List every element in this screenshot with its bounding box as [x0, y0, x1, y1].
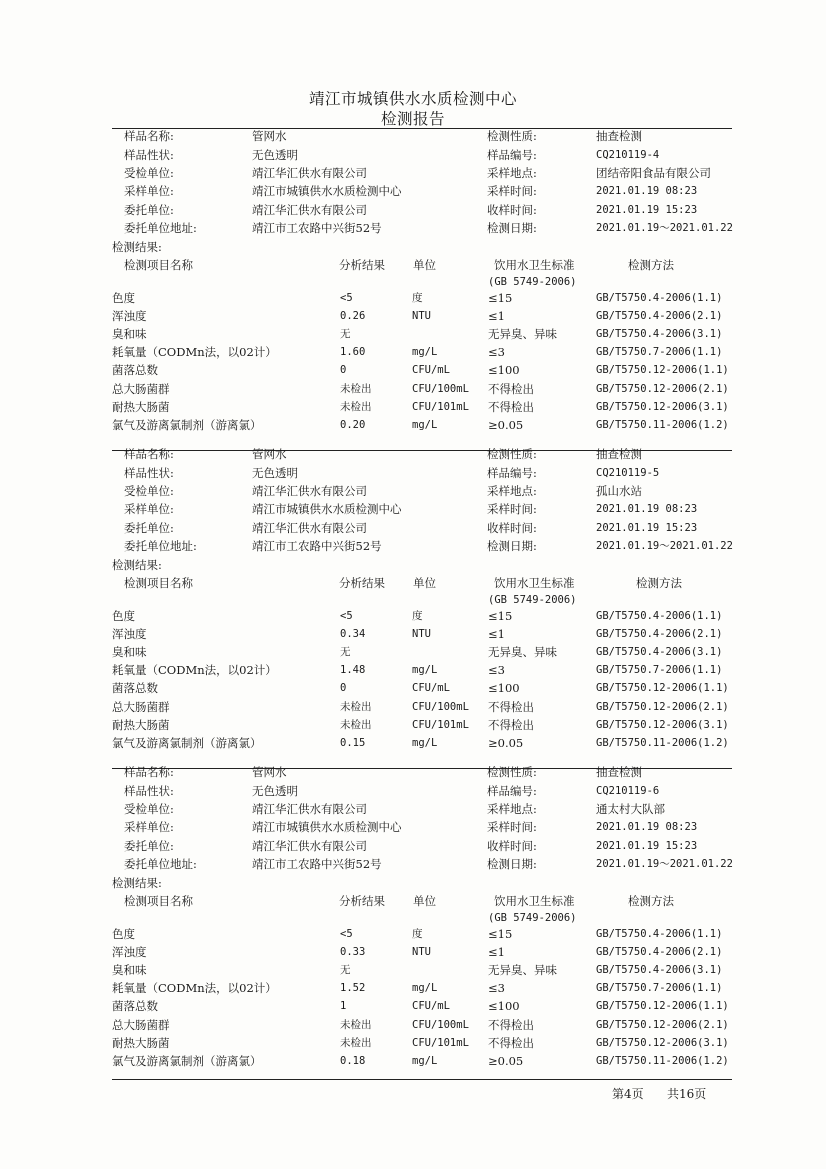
cell-item: 浑浊度	[112, 945, 147, 959]
value-receive-time: 2021.01.19 15:23	[596, 204, 698, 216]
cell-result: 0.18	[340, 1055, 366, 1067]
value-receive-time: 2021.01.19 15:23	[596, 522, 698, 534]
label-sampling-site: 采样地点:	[487, 166, 537, 180]
cell-standard: ≤1	[488, 945, 505, 959]
cell-item: 耐热大肠菌	[112, 1036, 170, 1050]
cell-unit: NTU	[412, 946, 431, 958]
col-header-standard-code: (GB 5749-2006)	[488, 276, 577, 288]
col-header-item: 检测项目名称	[124, 258, 193, 272]
label-inspected-unit: 受检单位:	[124, 166, 174, 180]
cell-method: GB/T5750.12-2006(2.1)	[596, 701, 729, 713]
cell-standard: ≤1	[488, 309, 505, 323]
cell-result: 未检出	[340, 1019, 372, 1031]
value-sample-state: 无色透明	[252, 466, 298, 480]
cell-method: GB/T5750.4-2006(3.1)	[596, 646, 723, 658]
col-header-result: 分析结果	[339, 258, 385, 272]
value-sampling-site: 通太村大队部	[596, 802, 665, 816]
cell-standard: 不得检出	[488, 718, 534, 732]
label-entrust-address: 委托单位地址:	[124, 857, 197, 871]
cell-result: 1.52	[340, 982, 366, 994]
cell-standard: ≤1	[488, 627, 505, 641]
col-header-standard-code: (GB 5749-2006)	[488, 594, 577, 606]
cell-unit: mg/L	[412, 664, 438, 676]
cell-standard: 无异臭、异味	[488, 645, 557, 659]
label-sampling-time: 采样时间:	[487, 502, 537, 516]
cell-method: GB/T5750.12-2006(3.1)	[596, 719, 729, 731]
value-sample-no: CQ210119-5	[596, 467, 660, 479]
cell-item: 总大肠菌群	[112, 1018, 170, 1032]
value-sample-no: CQ210119-6	[596, 785, 660, 797]
cell-item: 臭和味	[112, 327, 147, 341]
cell-result: 1.48	[340, 664, 366, 676]
cell-unit: CFU/100mL	[412, 701, 469, 713]
cell-method: GB/T5750.11-2006(1.2)	[596, 1055, 729, 1067]
label-sampling-unit: 采样单位:	[124, 820, 174, 834]
value-entrust-address: 靖江市工农路中兴街52号	[252, 857, 382, 871]
label-test-nature: 检测性质:	[487, 765, 537, 779]
col-header-method: 检测方法	[628, 894, 674, 908]
cell-standard: 无异臭、异味	[488, 327, 557, 341]
cell-method: GB/T5750.11-2006(1.2)	[596, 419, 729, 431]
cell-unit: CFU/mL	[412, 1000, 450, 1012]
cell-method: GB/T5750.7-2006(1.1)	[596, 346, 723, 358]
label-sample-no: 样品编号:	[487, 784, 537, 798]
label-entrust-unit: 委托单位:	[124, 839, 174, 853]
cell-item: 氯气及游离氯制剂（游离氯）	[112, 1054, 262, 1068]
cell-unit: mg/L	[412, 419, 438, 431]
cell-result: 未检出	[340, 1037, 372, 1049]
cell-item: 菌落总数	[112, 681, 158, 695]
cell-item: 浑浊度	[112, 627, 147, 641]
results-label: 检测结果:	[112, 240, 162, 254]
value-sampling-time: 2021.01.19 08:23	[596, 503, 698, 515]
cell-result: 0.33	[340, 946, 366, 958]
cell-item: 菌落总数	[112, 999, 158, 1013]
cell-result: 0	[340, 682, 347, 694]
value-entrust-address: 靖江市工农路中兴街52号	[252, 221, 382, 235]
cell-item: 总大肠菌群	[112, 382, 170, 396]
cell-unit: CFU/mL	[412, 364, 450, 376]
col-header-item: 检测项目名称	[124, 576, 193, 590]
cell-standard: ≤3	[488, 663, 505, 677]
cell-item: 耐热大肠菌	[112, 400, 170, 414]
value-sampling-time: 2021.01.19 08:23	[596, 821, 698, 833]
label-test-date: 检测日期:	[487, 539, 537, 553]
cell-method: GB/T5750.4-2006(2.1)	[596, 946, 723, 958]
cell-method: GB/T5750.12-2006(3.1)	[596, 1037, 729, 1049]
value-receive-time: 2021.01.19 15:23	[596, 840, 698, 852]
label-sample-no: 样品编号:	[487, 466, 537, 480]
cell-standard: ≤100	[488, 681, 520, 695]
cell-item: 臭和味	[112, 645, 147, 659]
cell-unit: 度	[412, 928, 423, 940]
value-entrust-unit: 靖江华汇供水有限公司	[252, 521, 367, 535]
cell-unit: CFU/101mL	[412, 401, 469, 413]
cell-result: 未检出	[340, 701, 372, 713]
label-test-date: 检测日期:	[487, 857, 537, 871]
col-header-result: 分析结果	[339, 576, 385, 590]
label-sample-state: 样品性状:	[124, 148, 174, 162]
cell-item: 浑浊度	[112, 309, 147, 323]
label-sample-name: 样品名称:	[124, 129, 174, 143]
cell-method: GB/T5750.7-2006(1.1)	[596, 664, 723, 676]
label-receive-time: 收样时间:	[487, 839, 537, 853]
value-entrust-unit: 靖江华汇供水有限公司	[252, 203, 367, 217]
label-sampling-time: 采样时间:	[487, 820, 537, 834]
col-header-unit: 单位	[413, 894, 436, 908]
value-test-nature: 抽查检测	[596, 765, 642, 779]
cell-method: GB/T5750.4-2006(3.1)	[596, 964, 723, 976]
divider-line	[112, 1079, 732, 1080]
cell-method: GB/T5750.4-2006(1.1)	[596, 928, 723, 940]
label-entrust-address: 委托单位地址:	[124, 539, 197, 553]
cell-standard: ≤100	[488, 999, 520, 1013]
page-total: 共16页	[667, 1087, 707, 1101]
cell-standard: 不得检出	[488, 400, 534, 414]
cell-method: GB/T5750.4-2006(3.1)	[596, 328, 723, 340]
label-sample-state: 样品性状:	[124, 784, 174, 798]
col-header-standard: 饮用水卫生标准	[494, 258, 575, 272]
label-sample-no: 样品编号:	[487, 148, 537, 162]
cell-standard: 不得检出	[488, 1018, 534, 1032]
cell-result: 0.26	[340, 310, 366, 322]
cell-result: <5	[340, 928, 353, 940]
col-header-unit: 单位	[413, 576, 436, 590]
cell-standard: ≤15	[488, 291, 513, 305]
cell-unit: CFU/100mL	[412, 1019, 469, 1031]
value-entrust-unit: 靖江华汇供水有限公司	[252, 839, 367, 853]
cell-item: 耗氧量（CODMn法，以02计）	[112, 345, 277, 359]
cell-method: GB/T5750.12-2006(3.1)	[596, 401, 729, 413]
col-header-method: 检测方法	[636, 576, 682, 590]
results-label: 检测结果:	[112, 876, 162, 890]
results-label: 检测结果:	[112, 558, 162, 572]
label-sampling-unit: 采样单位:	[124, 502, 174, 516]
cell-method: GB/T5750.12-2006(1.1)	[596, 682, 729, 694]
cell-item: 耗氧量（CODMn法，以02计）	[112, 663, 277, 677]
label-inspected-unit: 受检单位:	[124, 484, 174, 498]
label-sampling-site: 采样地点:	[487, 484, 537, 498]
value-sample-name: 管网水	[252, 765, 287, 779]
label-entrust-unit: 委托单位:	[124, 203, 174, 217]
cell-result: 无	[340, 964, 351, 976]
cell-item: 耗氧量（CODMn法，以02计）	[112, 981, 277, 995]
col-header-unit: 单位	[413, 258, 436, 272]
value-sampling-time: 2021.01.19 08:23	[596, 185, 698, 197]
cell-method: GB/T5750.11-2006(1.2)	[596, 737, 729, 749]
value-inspected-unit: 靖江华汇供水有限公司	[252, 166, 367, 180]
cell-item: 菌落总数	[112, 363, 158, 377]
col-header-item: 检测项目名称	[124, 894, 193, 908]
cell-result: 无	[340, 328, 351, 340]
cell-method: GB/T5750.7-2006(1.1)	[596, 982, 723, 994]
cell-standard: ≥0.05	[488, 418, 524, 432]
value-sampling-unit: 靖江市城镇供水水质检测中心	[252, 184, 402, 198]
cell-unit: CFU/101mL	[412, 719, 469, 731]
cell-standard: ≥0.05	[488, 1054, 524, 1068]
cell-method: GB/T5750.4-2006(2.1)	[596, 628, 723, 640]
cell-result: 0.34	[340, 628, 366, 640]
cell-standard: ≤3	[488, 345, 505, 359]
cell-method: GB/T5750.12-2006(2.1)	[596, 383, 729, 395]
label-sample-name: 样品名称:	[124, 447, 174, 461]
cell-standard: 不得检出	[488, 700, 534, 714]
cell-unit: mg/L	[412, 982, 438, 994]
cell-item: 氯气及游离氯制剂（游离氯）	[112, 418, 262, 432]
cell-unit: mg/L	[412, 1055, 438, 1067]
cell-result: 0.15	[340, 737, 366, 749]
cell-result: 1.60	[340, 346, 366, 358]
cell-item: 色度	[112, 927, 135, 941]
col-header-standard: 饮用水卫生标准	[494, 576, 575, 590]
cell-standard: ≤15	[488, 609, 513, 623]
label-sample-name: 样品名称:	[124, 765, 174, 779]
cell-item: 氯气及游离氯制剂（游离氯）	[112, 736, 262, 750]
value-sample-no: CQ210119-4	[596, 149, 660, 161]
cell-result: <5	[340, 292, 353, 304]
label-test-date: 检测日期:	[487, 221, 537, 235]
label-sampling-unit: 采样单位:	[124, 184, 174, 198]
cell-method: GB/T5750.12-2006(1.1)	[596, 1000, 729, 1012]
cell-method: GB/T5750.4-2006(1.1)	[596, 292, 723, 304]
value-test-nature: 抽查检测	[596, 129, 642, 143]
label-entrust-address: 委托单位地址:	[124, 221, 197, 235]
label-receive-time: 收样时间:	[487, 203, 537, 217]
page-title: 靖江市城镇供水水质检测中心	[308, 90, 517, 108]
page-number: 第4页	[612, 1087, 644, 1101]
value-test-date: 2021.01.19～2021.01.22	[596, 222, 733, 234]
cell-result: 0	[340, 364, 347, 376]
cell-result: 未检出	[340, 719, 372, 731]
cell-standard: 不得检出	[488, 382, 534, 396]
cell-item: 总大肠菌群	[112, 700, 170, 714]
cell-unit: NTU	[412, 628, 431, 640]
value-inspected-unit: 靖江华汇供水有限公司	[252, 484, 367, 498]
label-sampling-site: 采样地点:	[487, 802, 537, 816]
cell-item: 色度	[112, 609, 135, 623]
cell-unit: NTU	[412, 310, 431, 322]
col-header-result: 分析结果	[339, 894, 385, 908]
value-sampling-site: 孤山水站	[596, 484, 642, 498]
value-test-date: 2021.01.19～2021.01.22	[596, 858, 733, 870]
col-header-method: 检测方法	[628, 258, 674, 272]
label-sample-state: 样品性状:	[124, 466, 174, 480]
value-entrust-address: 靖江市工农路中兴街52号	[252, 539, 382, 553]
label-receive-time: 收样时间:	[487, 521, 537, 535]
cell-method: GB/T5750.4-2006(1.1)	[596, 610, 723, 622]
value-sampling-unit: 靖江市城镇供水水质检测中心	[252, 820, 402, 834]
col-header-standard-code: (GB 5749-2006)	[488, 912, 577, 924]
value-sample-name: 管网水	[252, 447, 287, 461]
cell-item: 色度	[112, 291, 135, 305]
cell-result: 1	[340, 1000, 347, 1012]
cell-standard: ≥0.05	[488, 736, 524, 750]
value-test-nature: 抽查检测	[596, 447, 642, 461]
cell-unit: CFU/101mL	[412, 1037, 469, 1049]
page-subtitle: 检测报告	[380, 110, 445, 128]
cell-unit: 度	[412, 292, 423, 304]
cell-unit: mg/L	[412, 737, 438, 749]
value-inspected-unit: 靖江华汇供水有限公司	[252, 802, 367, 816]
value-sample-state: 无色透明	[252, 784, 298, 798]
cell-result: <5	[340, 610, 353, 622]
label-test-nature: 检测性质:	[487, 447, 537, 461]
cell-result: 0.20	[340, 419, 366, 431]
label-test-nature: 检测性质:	[487, 129, 537, 143]
cell-unit: CFU/mL	[412, 682, 450, 694]
cell-item: 臭和味	[112, 963, 147, 977]
col-header-standard: 饮用水卫生标准	[494, 894, 575, 908]
label-sampling-time: 采样时间:	[487, 184, 537, 198]
value-test-date: 2021.01.19～2021.01.22	[596, 540, 733, 552]
cell-item: 耐热大肠菌	[112, 718, 170, 732]
cell-unit: CFU/100mL	[412, 383, 469, 395]
value-sample-state: 无色透明	[252, 148, 298, 162]
value-sampling-site: 团结帝阳食品有限公司	[596, 166, 711, 180]
value-sample-name: 管网水	[252, 129, 287, 143]
cell-standard: ≤3	[488, 981, 505, 995]
cell-unit: 度	[412, 610, 423, 622]
label-entrust-unit: 委托单位:	[124, 521, 174, 535]
cell-result: 未检出	[340, 401, 372, 413]
cell-method: GB/T5750.4-2006(2.1)	[596, 310, 723, 322]
cell-result: 未检出	[340, 383, 372, 395]
cell-unit: mg/L	[412, 346, 438, 358]
cell-method: GB/T5750.12-2006(1.1)	[596, 364, 729, 376]
cell-result: 无	[340, 646, 351, 658]
cell-standard: ≤15	[488, 927, 513, 941]
cell-standard: ≤100	[488, 363, 520, 377]
cell-standard: 无异臭、异味	[488, 963, 557, 977]
cell-method: GB/T5750.12-2006(2.1)	[596, 1019, 729, 1031]
cell-standard: 不得检出	[488, 1036, 534, 1050]
label-inspected-unit: 受检单位:	[124, 802, 174, 816]
value-sampling-unit: 靖江市城镇供水水质检测中心	[252, 502, 402, 516]
